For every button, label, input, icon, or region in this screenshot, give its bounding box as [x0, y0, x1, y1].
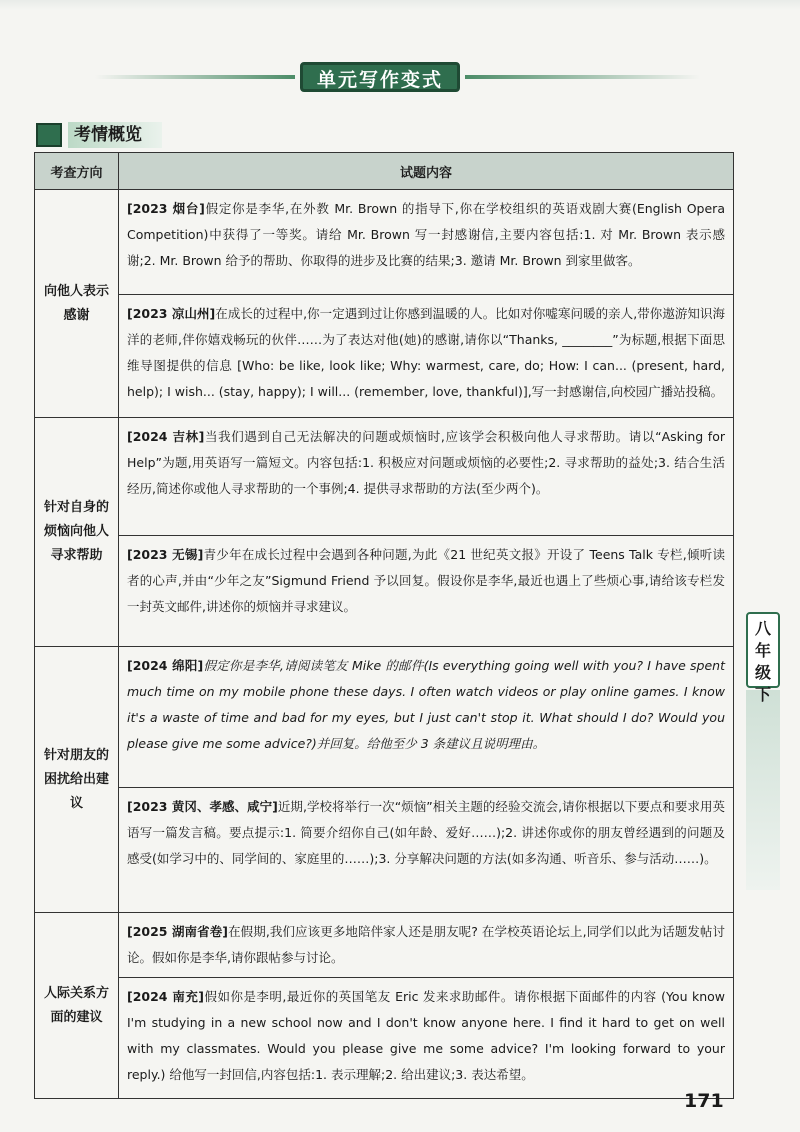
grade-tab: 八年级下	[746, 612, 780, 688]
table-row	[35, 295, 734, 418]
top-edge	[0, 0, 800, 10]
question-source: [2024 绵阳]	[127, 658, 204, 673]
question-text: 假如你是李明,最近你的英国笔友 Eric 发来求助邮件。请你根据下面邮件的内容 (You know I'm studying in a new school now and I don't know anyone here. I find it hard to get on well with my classmates. Would you please give me some advice? I'm looking forward to your reply.) 给他写一封回信,内容包括:1. 表示理解;2. 给出建议;3. 表达希望。	[127, 989, 725, 1082]
table-row	[35, 788, 734, 913]
question-cell	[119, 978, 734, 1099]
question-source: [2024 南充]	[127, 989, 205, 1004]
direction-cell: 人际关系方面的建议	[35, 913, 119, 1099]
table-row	[35, 418, 734, 536]
header-content: 试题内容	[119, 153, 734, 190]
question-source: [2023 黄冈、孝感、咸宁]	[127, 799, 278, 814]
direction-cell: 向他人表示感谢	[35, 190, 119, 418]
question-cell	[119, 788, 734, 913]
table-row	[35, 536, 734, 647]
question-text: 近期,学校将举行一次“烦恼”相关主题的经验交流会,请你根据以下要点和要求用英语写一篇发言稿。要点提示:1. 简要介绍你自己(如年龄、爱好……);2. 讲述你或你的朋友曾经遇到的问题及感受(如学习中的、同学间的、家庭里的……);3. 分享解决问题的方法(如多沟通、听音乐、参与活动……)。	[127, 799, 725, 866]
page-number: 171	[684, 1090, 724, 1112]
question-source: [2023 无锡]	[127, 547, 204, 562]
header-direction: 考查方向	[35, 153, 119, 190]
question-text: 假定你是李华,在外教 Mr. Brown 的指导下,你在学校组织的英语戏剧大赛(English Opera Competition)中获得了一等奖。请给 Mr. Brown 写一封感谢信,主要内容包括:1. 对 Mr. Brown 表示感谢;2. Mr. Brown 给予的帮助、你取得的进步及比赛的结果;3. 邀请 Mr. Brown 到家里做客。	[127, 201, 725, 268]
question-source: [2024 吉林]	[127, 429, 205, 444]
table-row	[35, 647, 734, 788]
direction-cell: 针对自身的烦恼向他人寻求帮助	[35, 418, 119, 647]
unit-banner: 单元写作变式	[300, 62, 460, 92]
question-text: 假定你是李华,请阅读笔友 Mike 的邮件(Is everything going well with you? I have spent much time on my mobile phone these days. I often watch videos or play online games. I know it's a waste of time and bad for my eyes, but I just can't stop it. What should I do? Would you please give me some advice?)并回复。给他至少 3 条建议且说明理由。	[127, 658, 725, 751]
question-text: 青少年在成长过程中会遇到各种问题,为此《21 世纪英文报》开设了 Teens Talk 专栏,倾听读者的心声,并由“少年之友”Sigmund Friend 予以回复。假设你是李华,最近也遇上了些烦心事,请给该专栏发一封英文邮件,讲述你的烦恼并寻求建议。	[127, 547, 725, 614]
table-row	[35, 913, 734, 978]
question-text: 在成长的过程中,你一定遇到过让你感到温暖的人。比如对你嘘寒问暖的亲人,带你遨游知识海洋的老师,伴你嬉戏畅玩的伙伴……为了表达对他(她)的感谢,请你以“Thanks, ________”为标题,根据下面思维导图提供的信息 [Who: be like, look like; Why: warmest, care, do; How: I can... (present, hard, help); I wish... (stay, happy); I will... (remember, love, thankful)],写一封感谢信,向校园广播站投稿。	[127, 306, 725, 399]
question-source: [2023 烟台]	[127, 201, 205, 216]
banner-rule-left	[95, 75, 295, 79]
question-cell	[119, 913, 734, 978]
question-cell	[119, 295, 734, 418]
direction-cell: 针对朋友的困扰给出建议	[35, 647, 119, 913]
banner-rule-right	[465, 75, 700, 79]
question-text: 在假期,我们应该更多地陪伴家人还是朋友呢? 在学校英语论坛上,同学们以此为话题发帖讨论。假如你是李华,请你跟帖参与讨论。	[127, 924, 725, 965]
question-source: [2025 湖南省卷]	[127, 924, 228, 939]
question-cell	[119, 418, 734, 536]
question-cell	[119, 647, 734, 788]
chart-icon	[36, 123, 62, 147]
section-title: 考情概览	[68, 122, 162, 148]
section-heading	[36, 122, 162, 148]
question-source: [2023 凉山州]	[127, 306, 216, 321]
side-strip	[746, 690, 780, 890]
exam-overview-table	[34, 152, 734, 1099]
question-text: 当我们遇到自己无法解决的问题或烦恼时,应该学会积极向他人寻求帮助。请以“Asking for Help”为题,用英语写一篇短文。内容包括:1. 积极应对问题或烦恼的必要性;2. 寻求帮助的益处;3. 结合生活经历,简述你或他人寻求帮助的一个事例;4. 提供寻求帮助的方法(至少两个)。	[127, 429, 725, 496]
table-header-row	[35, 153, 734, 190]
question-cell	[119, 536, 734, 647]
question-cell	[119, 190, 734, 295]
table-row	[35, 190, 734, 295]
table-row	[35, 978, 734, 1099]
